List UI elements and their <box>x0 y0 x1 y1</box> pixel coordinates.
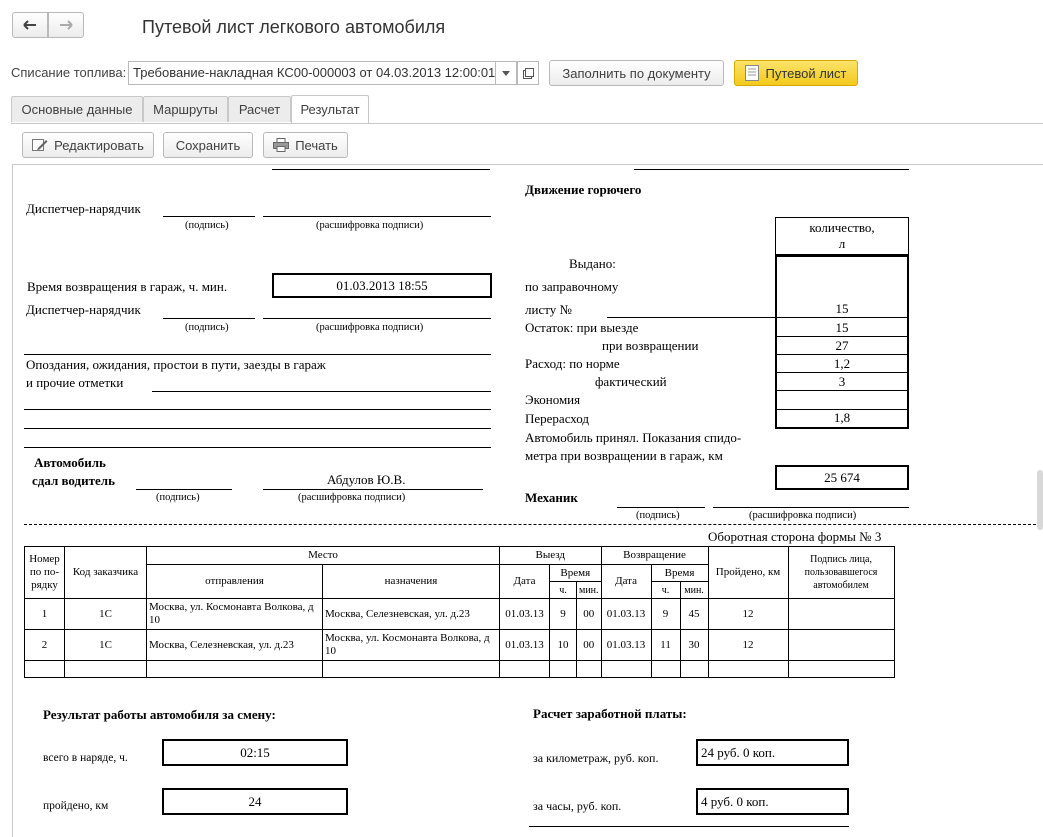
cut-line <box>24 524 1036 525</box>
cell-code: 1С <box>65 599 147 630</box>
cell-out-h: 10 <box>550 630 577 661</box>
fuel-document-field[interactable]: Требование-накладная КС00-000003 от 04.03.2013 12:00:01 <box>128 61 496 85</box>
waybill-print-button[interactable] <box>734 60 858 86</box>
tab-routes[interactable] <box>143 96 228 122</box>
arrow-right-icon <box>59 20 73 30</box>
dispatcher2-label: Диспетчер-нарядчик <box>26 302 141 317</box>
edit-label: Редактировать <box>54 137 144 153</box>
dispatcher2-sign-caption: (подпись) <box>185 322 229 333</box>
mechanic-decode-caption: (расшифровка подписи) <box>749 510 857 521</box>
cell-in-date: 01.03.13 <box>601 630 651 661</box>
delays-line1: Опоздания, ожидания, простои в пути, заезды в гараж <box>26 357 326 372</box>
table-row <box>25 630 895 661</box>
qty-header <box>775 217 909 255</box>
odometer-line2: метра при возвращении в гараж, км <box>525 448 723 463</box>
issued-label: Выдано: <box>569 256 616 271</box>
driver-decode-line <box>263 489 483 490</box>
cell-code: 1С <box>65 630 147 661</box>
dispatcher2-decode-caption: (расшифровка подписи) <box>316 322 424 333</box>
cell-in-date: 01.03.13 <box>601 599 651 630</box>
dispatcher1-decode-line <box>263 216 491 217</box>
by-card-value: 15 <box>835 301 849 316</box>
odometer-line1: Автомобиль принял. Показания спидо- <box>525 430 742 445</box>
return-time-box <box>272 273 492 298</box>
th-number: Номер по по- рядку <box>25 547 65 599</box>
dispatcher1-sign-caption: (подпись) <box>185 220 229 231</box>
th-signature: Подпись лица, пользовавшегося автомобилем <box>788 547 894 599</box>
mileage-label: за километраж, руб. коп. <box>533 751 659 765</box>
salary-title: Расчет заработной платы: <box>533 706 687 721</box>
delays-line-a <box>152 391 491 392</box>
hours-pay-box <box>696 788 849 815</box>
table-row <box>25 599 895 630</box>
norm-label: Расход: по норме <box>525 356 620 371</box>
th-return-minutes: мин. <box>680 582 708 599</box>
delays-line-b <box>24 409 491 410</box>
th-distance: Пройдено, км <box>708 547 788 599</box>
th-return-time: Время <box>651 565 708 582</box>
qty-row-sep-3 <box>775 354 909 355</box>
remain-return-label: при возвращении <box>602 338 699 353</box>
fill-by-document-button[interactable] <box>549 60 724 86</box>
tab-result[interactable] <box>291 95 369 123</box>
cell-sign <box>788 599 894 630</box>
cell-from: Москва, ул. Космонавта Волкова, д 10 <box>147 599 323 630</box>
delays-line-c <box>24 428 491 429</box>
tab-result-label: Результат <box>300 102 360 117</box>
driver-sign-caption: (подпись) <box>156 492 200 503</box>
qty-header-line1: количество, <box>809 220 875 235</box>
total-hours-box <box>162 739 348 766</box>
remain-departure-label: Остаток: при выезде <box>525 320 639 335</box>
tab-routes-label: Маршруты <box>153 102 218 117</box>
th-exit-date: Дата <box>500 565 550 599</box>
cell-km: 12 <box>708 599 788 630</box>
actual-label: фактический <box>595 374 667 389</box>
open-window-icon <box>523 68 534 79</box>
cell-num: 1 <box>25 599 65 630</box>
back-button[interactable] <box>12 12 48 38</box>
hours-pay-value: 4 руб. 0 коп. <box>701 793 769 809</box>
qty-row-sep-4 <box>775 372 909 373</box>
dispatcher2-sign-line <box>163 318 255 319</box>
arrow-left-icon <box>23 20 37 30</box>
th-customer-code: Код заказчика <box>65 547 147 599</box>
qty-row-sep-1 <box>775 317 909 318</box>
save-label: Сохранить <box>175 137 241 153</box>
by-card-line2: листу № <box>525 302 572 317</box>
page-title: Путевой лист легкового автомобиля <box>142 17 446 37</box>
th-exit: Выезд <box>500 547 602 565</box>
cell-to: Москва, ул. Космонавта Волкова, д 10 <box>323 630 500 661</box>
cell-km: 12 <box>708 630 788 661</box>
cell-in-h: 9 <box>651 599 680 630</box>
mileage-value: 24 руб. 0 коп. <box>701 744 776 760</box>
cell-in-h: 11 <box>651 630 680 661</box>
results-title: Результат работы автомобиля за смену: <box>43 707 276 722</box>
cell-num: 2 <box>25 630 65 661</box>
qty-row-sep-2 <box>775 336 909 337</box>
cell-from: Москва, Селезневская, ул. д.23 <box>147 630 323 661</box>
fuel-title: Движение горючего <box>525 182 642 197</box>
dispatcher1-decode-caption: (расшифровка подписи) <box>316 220 424 231</box>
qty-header-line2: л <box>838 236 846 251</box>
top-line-right <box>634 169 909 170</box>
remain-return-value: 27 <box>835 338 849 353</box>
distance-box <box>162 788 348 815</box>
print-label: Печать <box>295 137 338 153</box>
th-return-hours: ч. <box>651 582 680 599</box>
pencil-icon <box>32 138 48 152</box>
delays-line-d <box>24 447 491 448</box>
qty-row-sep-5 <box>775 390 909 391</box>
mechanic-label: Механик <box>525 490 578 505</box>
dispatcher1-label: Диспетчер-нарядчик <box>26 201 141 216</box>
cell-to: Москва, Селезневская, ул. д.23 <box>323 599 500 630</box>
odometer-value: 25 674 <box>824 469 860 485</box>
overspend-label: Перерасход <box>525 411 590 426</box>
printer-icon <box>273 138 289 152</box>
car-handed-line2: сдал водитель <box>32 473 115 488</box>
back-side-label: Оборотная сторона формы № 3 <box>708 529 882 544</box>
save-button[interactable] <box>163 132 253 158</box>
mechanic-sign-caption: (подпись) <box>636 510 680 521</box>
cell-out-date: 01.03.13 <box>500 599 550 630</box>
fuel-dropdown-button[interactable] <box>495 61 517 85</box>
by-card-line1: по заправочному <box>525 279 619 294</box>
distance-label: пройдено, км <box>43 800 109 812</box>
cell-sign <box>788 630 894 661</box>
mileage-box <box>696 739 849 766</box>
table-row-empty <box>25 661 895 678</box>
odometer-box <box>775 465 909 490</box>
doc-frame-top <box>12 164 1043 165</box>
waybill-print-label: Путевой лист <box>765 65 847 81</box>
th-destination: назначения <box>323 565 500 599</box>
hours-pay-label: за часы, руб. коп. <box>533 799 622 813</box>
total-hours-label: всего в наряде, ч. <box>43 752 128 764</box>
trips-table <box>24 546 895 678</box>
driver-name: Абдулов Ю.В. <box>327 472 406 487</box>
delays-top-line <box>24 354 491 355</box>
overspend-value: 1,8 <box>833 410 851 425</box>
cell-out-h: 9 <box>550 599 577 630</box>
total-hours-value: 02:15 <box>240 744 270 760</box>
return-time-label: Время возвращения в гараж, ч. мин. <box>27 279 228 294</box>
tab-calculation-label: Расчет <box>238 102 281 117</box>
remain-departure-value: 15 <box>835 320 849 335</box>
th-exit-hours: ч. <box>550 582 577 599</box>
tab-main-data[interactable] <box>11 96 143 122</box>
open-document-button[interactable] <box>517 61 539 85</box>
th-return-date: Дата <box>601 565 651 599</box>
print-button[interactable] <box>263 132 348 158</box>
cell-out-m: 00 <box>577 599 602 630</box>
fuel-label: Списание топлива: <box>11 65 127 80</box>
norm-value: 1,2 <box>833 356 851 371</box>
forward-button[interactable] <box>48 12 84 38</box>
driver-sign-line <box>136 489 232 490</box>
cell-out-date: 01.03.13 <box>500 630 550 661</box>
mechanic-decode-line <box>713 507 909 508</box>
th-return: Возвращение <box>601 547 708 565</box>
cell-in-m: 30 <box>680 630 708 661</box>
cell-out-m: 00 <box>577 630 602 661</box>
top-line-left <box>272 169 490 170</box>
mechanic-sign-line <box>617 507 705 508</box>
fill-by-document-label: Заполнить по документу <box>562 65 711 81</box>
edit-button[interactable] <box>22 132 154 158</box>
distance-value: 24 <box>248 793 262 809</box>
card-number-line <box>607 317 775 318</box>
th-place: Место <box>147 547 500 565</box>
dispatcher1-sign-line <box>163 216 255 217</box>
dispatcher2-decode-line <box>263 318 491 319</box>
tabs-divider <box>11 123 1043 124</box>
car-handed-line1: Автомобиль <box>34 455 106 470</box>
tab-main-data-label: Основные данные <box>21 102 133 117</box>
th-departure-place: отправления <box>147 565 323 599</box>
doc-frame-left <box>12 164 13 837</box>
cell-in-m: 45 <box>680 599 708 630</box>
waybill-document <box>24 167 1039 837</box>
economy-label: Экономия <box>525 392 581 407</box>
th-exit-minutes: мин. <box>577 582 602 599</box>
actual-value: 3 <box>838 374 846 389</box>
th-exit-time: Время <box>550 565 602 582</box>
salary-bottom-line <box>529 826 849 827</box>
driver-decode-caption: (расшифровка подписи) <box>298 492 406 503</box>
return-time-value: 01.03.2013 18:55 <box>336 277 428 293</box>
delays-line2: и прочие отметки <box>26 375 124 390</box>
tab-calculation[interactable] <box>228 96 291 122</box>
chevron-down-icon <box>502 71 510 76</box>
document-icon <box>745 65 759 81</box>
